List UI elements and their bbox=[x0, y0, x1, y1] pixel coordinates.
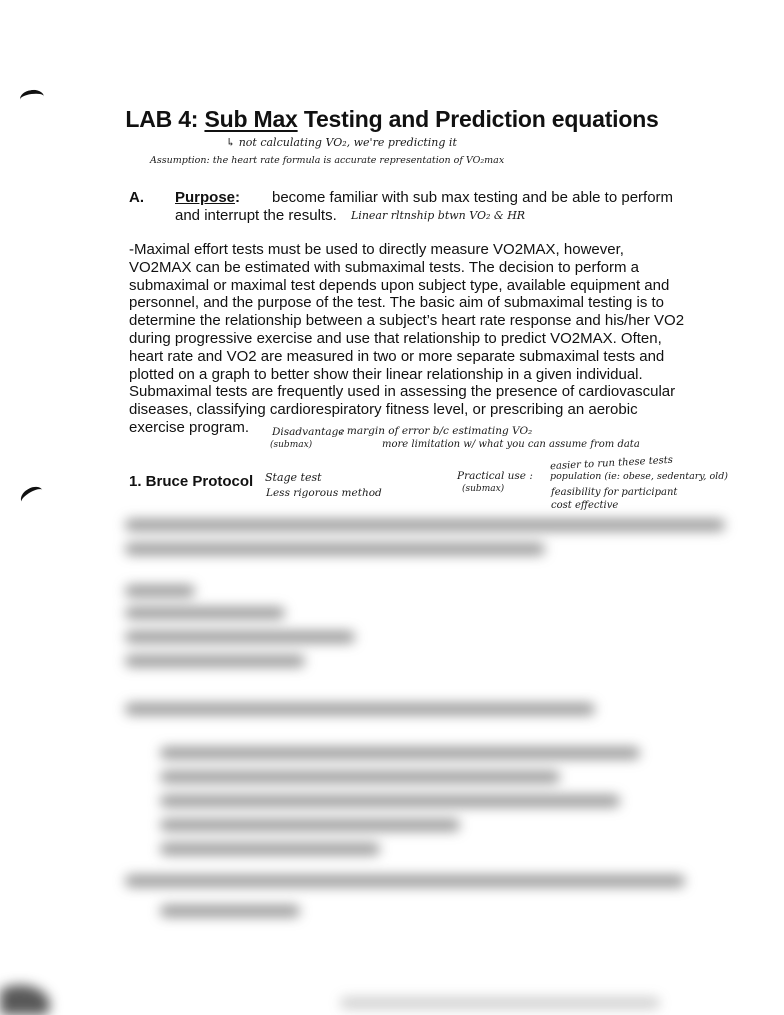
handwritten-note-under-title: ↳ not calculating VO₂, we're predicting it bbox=[226, 136, 457, 149]
handwritten-practical-2: population (ie: obese, sedentary, old) bbox=[550, 471, 728, 482]
purpose-text-line1: become familiar with sub max testing and be able to perform bbox=[272, 189, 674, 206]
handwritten-practical-sub: (submax) bbox=[462, 484, 505, 494]
section-letter: A. bbox=[129, 189, 144, 206]
bruce-protocol-heading: 1. Bruce Protocol bbox=[129, 473, 254, 490]
purpose-text-line2: and interrupt the results. bbox=[175, 207, 337, 224]
paragraph-line: VO2MAX can be estimated with submaximal tests. The decision to perform a bbox=[129, 258, 639, 276]
title-prefix: LAB 4: bbox=[125, 106, 205, 132]
body-paragraph bbox=[129, 241, 719, 437]
paragraph-line: during progressive exercise and use that relationship to predict VO2MAX. Often, bbox=[129, 329, 662, 347]
handwritten-purpose-note: Linear rltnship btwn VO₂ & HR bbox=[351, 209, 526, 222]
binder-hole-mark bbox=[19, 88, 45, 107]
purpose-colon: : bbox=[235, 189, 241, 206]
paragraph-line: Submaximal tests are frequently used in assessing the presence of cardiovascular bbox=[129, 383, 676, 401]
title-underlined: Sub Max bbox=[204, 106, 298, 132]
paragraph-line: -Maximal effort tests must be used to directly measure VO2MAX, however, bbox=[129, 241, 624, 258]
paragraph-line: personnel, and the purpose of the test. The basic aim of submaximal testing is to bbox=[129, 294, 665, 312]
paragraph-line: exercise program. bbox=[129, 418, 250, 436]
paragraph-line: submaximal or maximal test depends upon subject type, available equipment and bbox=[129, 276, 670, 294]
page-title bbox=[0, 106, 784, 133]
handwritten-stage-test: Stage test bbox=[265, 471, 322, 484]
handwritten-assumption: Assumption: the heart rate formula is accurate representation of VO₂max bbox=[150, 155, 505, 166]
handwritten-practical-3: feasibility for participant bbox=[551, 487, 678, 498]
handwritten-practical-4: cost effective bbox=[551, 500, 619, 511]
paragraph-line: determine the relationship between a subject’s heart rate response and his/her VO2 bbox=[129, 312, 685, 330]
handwritten-practical-label: Practical use : bbox=[457, 470, 533, 482]
purpose-label: Purpose bbox=[175, 189, 236, 206]
purpose-heading bbox=[175, 189, 240, 206]
title-suffix: Testing and Prediction equations bbox=[297, 106, 659, 132]
blurred-region bbox=[0, 507, 784, 1015]
handwritten-disadvantage-label: Disadvantage bbox=[272, 426, 345, 438]
handwritten-disadvantage-sub: (submax) bbox=[270, 440, 313, 450]
handwritten-disadvantage-2: more limitation w/ what you can assume from data bbox=[382, 439, 640, 450]
paragraph-line: diseases, classifying cardiorespiratory fitness level, or prescribing an aerobic bbox=[129, 401, 638, 419]
handwritten-practical-1: easier to run these tests bbox=[549, 454, 674, 473]
handwritten-disadvantage-1: : margin of error b/c estimating VO₂ bbox=[340, 425, 533, 437]
paragraph-line: heart rate and VO2 are measured in two or more separate submaximal tests and bbox=[129, 347, 665, 365]
binder-hole-mark bbox=[18, 483, 47, 509]
paragraph-line: plotted on a graph to better show their linear relationship in a given individual. bbox=[129, 365, 643, 383]
handwritten-less-rigorous: Less rigorous method bbox=[266, 487, 382, 499]
